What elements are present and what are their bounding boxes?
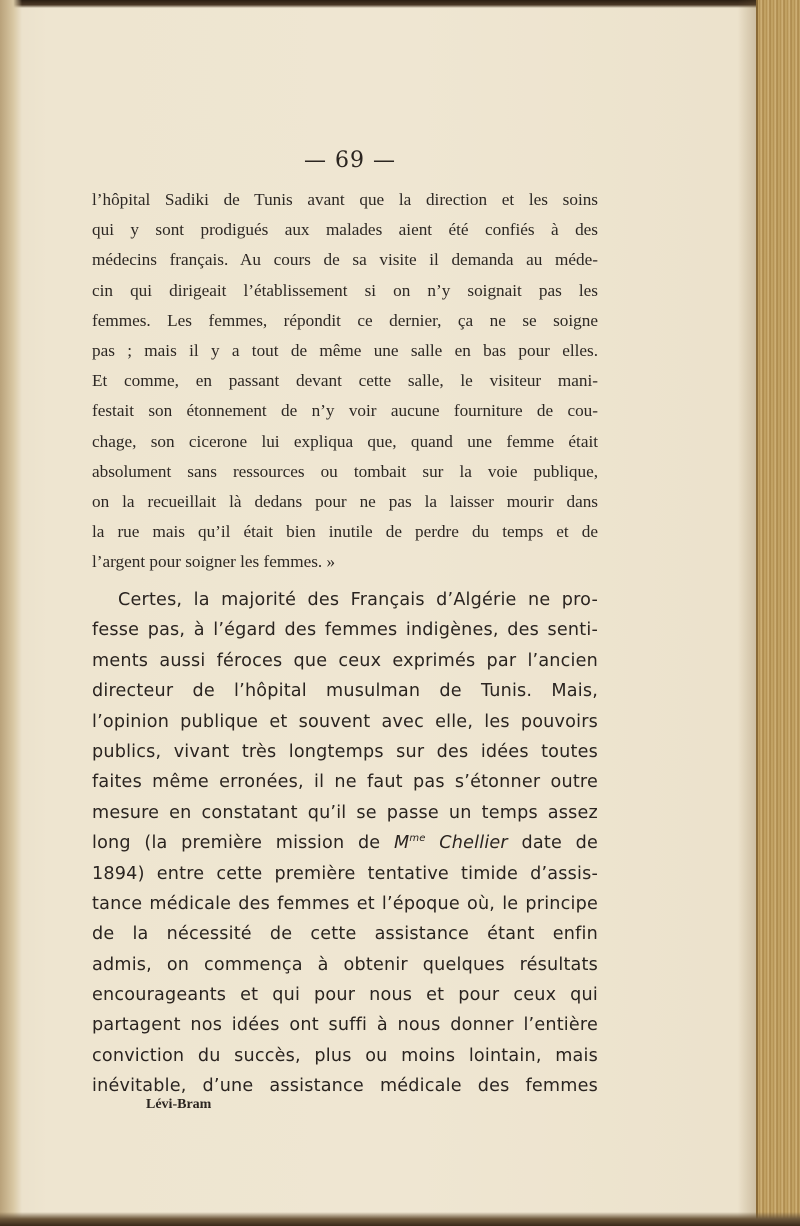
text-line: partagent nos idées ont suffi à nous donner l’entière <box>92 1015 598 1036</box>
text-line: faites même erronées, il ne faut pas s’étonner outre <box>92 772 598 793</box>
name-superscript: me <box>409 833 426 845</box>
printer-signature-mark: Lévi-Bram <box>146 1097 212 1112</box>
text-line: encourageants et qui pour nous et pour ceux qui <box>92 985 598 1006</box>
text-line: mesure en constatant qu’il se passe un temps assez <box>92 802 598 823</box>
page-left-edge <box>0 0 22 1226</box>
name-initial: M <box>393 833 410 854</box>
text-line: chage, son cicerone lui expliqua que, quand une femme était <box>92 431 598 451</box>
text-line: femmes. Les femmes, répondit ce dernier, ça ne se soigne <box>92 310 598 330</box>
text-line: publics, vivant très longtemps sur des idées toutes <box>92 741 598 762</box>
text-line: l’argent pour soigner les femmes. » <box>92 552 336 572</box>
name-surname: Chellier <box>425 833 508 854</box>
text-fragment: date de <box>507 833 598 854</box>
text-line: médecins français. Au cours de sa visite il demanda au méde- <box>92 250 598 270</box>
page-number: — 69 — <box>304 148 396 173</box>
text-line: pas ; mais il y a tout de même une salle en bas pour elles. <box>92 340 598 360</box>
text-fragment: long (la première mission de <box>92 833 394 854</box>
text-line: l’opinion publique et souvent avec elle, les pouvoirs <box>92 711 598 732</box>
text-line: fesse pas, à l’égard des femmes indigènes, des senti- <box>92 620 598 641</box>
main-paragraph <box>92 585 598 1102</box>
page-bottom-edge <box>0 1212 800 1226</box>
text-line: 1894) entre cette première tentative timide d’assis- <box>92 863 598 884</box>
text-line: festait son étonnement de n’y voir aucune fourniture de cou- <box>92 401 598 421</box>
text-line: ments aussi féroces que ceux exprimés par l’ancien <box>92 650 598 671</box>
text-line: admis, on commença à obtenir quelques résultats <box>92 954 598 975</box>
text-line: absolument sans ressources ou tombait sur la voie publique, <box>92 461 598 481</box>
text-line: directeur de l’hôpital musulman de Tunis. Mais, <box>92 681 598 702</box>
text-line: qui y sont prodigués aux malades aient été confiés à des <box>92 220 598 240</box>
person-name <box>394 833 508 853</box>
text-line: de la nécessité de cette assistance étant enfin <box>92 924 598 945</box>
text-line: tance médicale des femmes et l’époque où, le principe <box>92 893 598 914</box>
text-line: on la recueillait là dedans pour ne pas la laisser mourir dans <box>92 491 598 511</box>
text-line: cin qui dirigeait l’établissement si on n’y soignait pas les <box>92 280 598 300</box>
text-line: inévitable, d’une assistance médicale des femmes <box>92 1076 598 1097</box>
quoted-paragraph <box>92 185 598 577</box>
text-line: Certes, la majorité des Français d’Algérie ne pro- <box>118 590 598 610</box>
text-line: conviction du succès, plus ou moins lointain, mais <box>92 1045 598 1066</box>
spine-shadow <box>738 0 758 1226</box>
text-line-with-name <box>92 828 598 858</box>
text-line: la rue mais qu’il était bien inutile de perdre du temps et de <box>92 522 598 542</box>
text-line: l’hôpital Sadiki de Tunis avant que la direction et les soins <box>92 190 598 209</box>
text-line: Et comme, en passant devant cette salle, le visiteur mani- <box>92 371 598 391</box>
book-spine <box>756 0 800 1226</box>
page-top-edge <box>0 0 800 8</box>
